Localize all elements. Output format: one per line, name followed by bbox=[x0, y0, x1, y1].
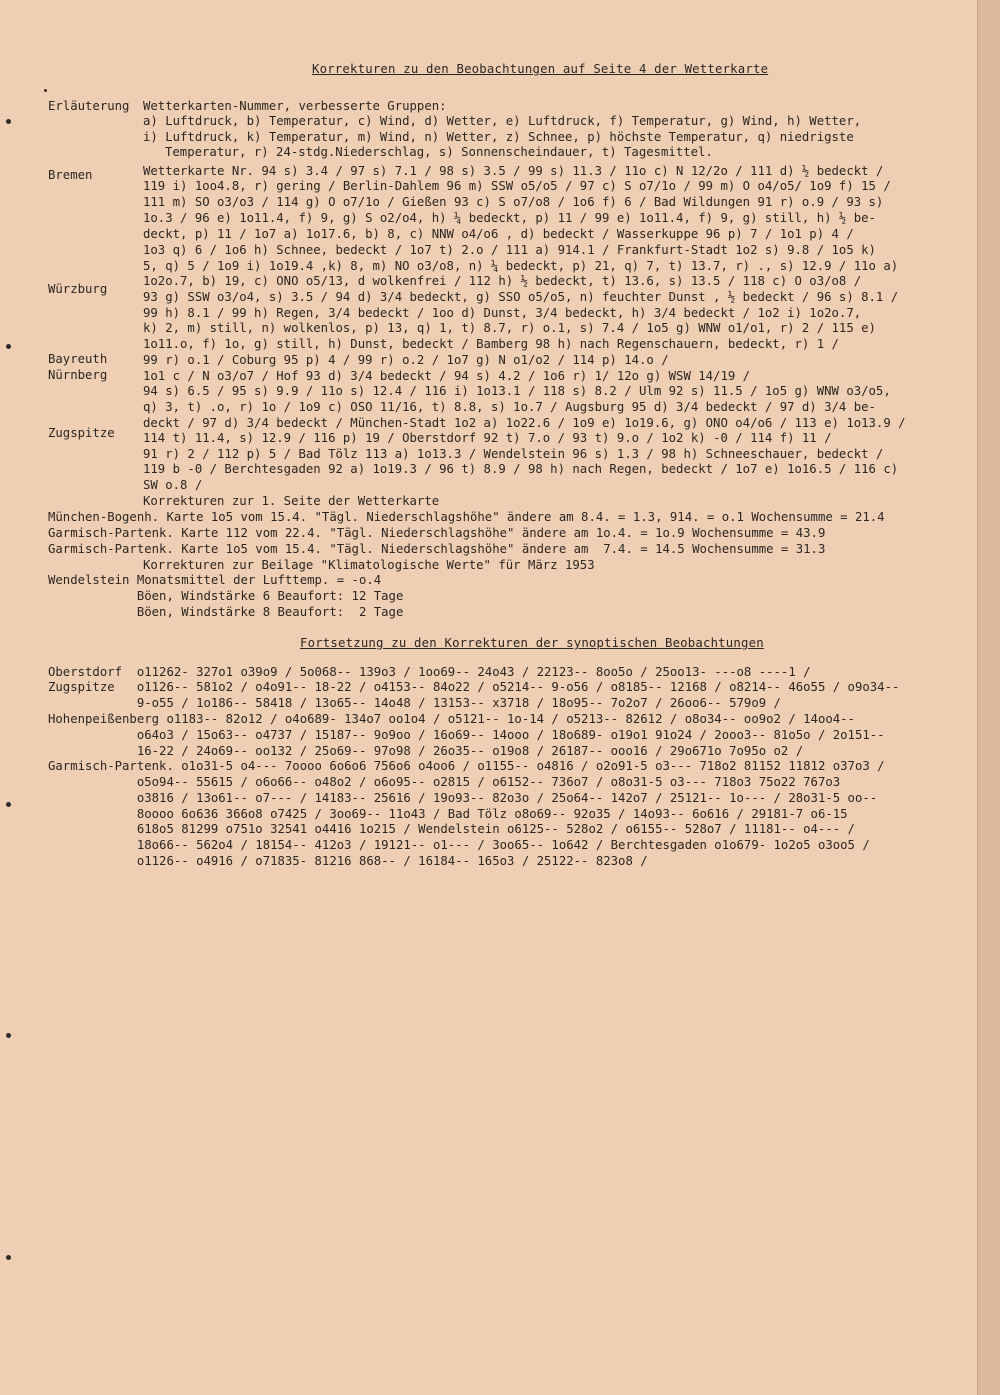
synoptic-line: 18o66-- 562o4 / 18154-- 412o3 / 19121-- o1--- / 3oo65-- 1o642 / Berchtesgaden o1o679- 1o2o5 o3oo5 / bbox=[48, 838, 870, 852]
legend-line: i) Luftdruck, k) Temperatur, m) Wind, n) Wetter, z) Schnee, p) höchste Temperatur, q) niedrigste bbox=[143, 130, 854, 144]
correction-line: 1o2o.7, b) 19, c) ONO o5/13, d wolkenfrei / 112 h) ½ bedeckt, t) 13.6, s) 13.5 / 118 c) O o3/o8 / bbox=[143, 274, 862, 288]
correction-line: 1o.3 / 96 e) 1o11.4, f) 9, g) S o2/o4, h) ¼ bedeckt, p) 11 / 99 e) 1o11.4, f) 9, g) still, h) ½ be- bbox=[143, 211, 876, 225]
binder-hole bbox=[6, 344, 11, 349]
synoptic-line: 9-o55 / 1o186-- 58418 / 13o65-- 14o48 / 13153-- x3718 / 18o95-- 7o2o7 / 26oo6-- 579o9 / bbox=[48, 696, 781, 710]
correction-line: q) 3, t) .o, r) 1o / 1o9 c) OSO 11/16, t) 8.8, s) 1o.7 / Augsburg 95 d) 3/4 bedeckt / 97 d) 3/4 be- bbox=[143, 400, 876, 414]
correction-line: 1o3 q) 6 / 1o6 h) Schnee, bedeckt / 1o7 t) 2.o / 111 a) 914.1 / Frankfurt-Stadt 1o2 s) 9.8 / 1o5 k) bbox=[143, 243, 876, 257]
synoptic-line: o64o3 / 15o63-- o4737 / 15187-- 9o9oo / 16o69-- 14ooo / 18o689- o19o1 91o24 / 2ooo3-- 81o5o / 2o151-- bbox=[48, 728, 885, 742]
synoptic-line: Zugspitze o1126-- 581o2 / o4o91-- 18-22 / o4153-- 84o22 / o5214-- 9-o56 / o8185-- 12168 / o8214-- 46o55 / o9o34-- bbox=[48, 680, 900, 694]
correction-line: SW o.8 / bbox=[143, 478, 203, 492]
legend-label: Erläuterung bbox=[48, 99, 130, 113]
correction-line: 1o1 c / N o3/o7 / Hof 93 d) 3/4 bedeckt / 94 s) 4.2 / 1o6 r) 1/ 12o g) WSW 14/19 / bbox=[143, 369, 751, 383]
correction-line: 91 r) 2 / 112 p) 5 / Bad Tölz 113 a) 1o13.3 / Wendelstein 96 s) 1.3 / 98 h) Schneeschauer, bedeckt / bbox=[143, 447, 884, 461]
synoptic-line: o5o94-- 55615 / o6o66-- o48o2 / o6o95-- o2815 / o6152-- 736o7 / o8o31-5 o3--- 718o3 75o22 767o3 bbox=[48, 775, 841, 789]
station-label-zugspitze: Zugspitze bbox=[48, 426, 115, 440]
synoptic-line: 8oooo 6o636 366o8 o7425 / 3oo69-- 11o43 / Bad Tölz o8o69-- 92o35 / 14o93-- 6o616 / 29181-7 o6-15 bbox=[48, 807, 848, 821]
supplement-line: Böen, Windstärke 8 Beaufort: 2 Tage bbox=[48, 605, 404, 619]
legend-line: a) Luftdruck, b) Temperatur, c) Wind, d) Wetter, e) Luftdruck, f) Temperatur, g) Wind, h) Wetter, bbox=[143, 114, 862, 128]
legend-line: Wetterkarten-Nummer, verbesserte Gruppen: bbox=[143, 99, 447, 113]
station-label-bayreuth: Bayreuth bbox=[48, 352, 108, 366]
page1-line: Garmisch-Partenk. Karte 112 vom 22.4. "Tägl. Niederschlagshöhe" ändere am 1o.4. = 1o.9 Wochensumme = 43.9 bbox=[48, 526, 826, 540]
station-label-nuernberg: Nürnberg bbox=[48, 368, 108, 382]
legend-line: Temperatur, r) 24-stdg.Niederschlag, s) Sonnenscheindauer, t) Tagesmittel. bbox=[165, 145, 713, 159]
binder-hole bbox=[6, 119, 11, 124]
binder-hole bbox=[6, 802, 11, 807]
supplement-line: Böen, Windstärke 6 Beaufort: 12 Tage bbox=[48, 589, 404, 603]
synoptic-line: Hohenpeißenberg o1183-- 82o12 / o4o689- 134o7 oo1o4 / o5121-- 1o-14 / o5213-- 82612 / o8o34-- oo9o2 / 14oo4-- bbox=[48, 712, 855, 726]
binder-hole bbox=[6, 1255, 11, 1260]
supplement-line: Wendelstein Monatsmittel der Lufttemp. = -o.4 bbox=[48, 573, 382, 587]
correction-line: 119 i) 1oo4.8, r) gering / Berlin-Dahlem 96 m) SSW o5/o5 / 97 c) S o7/1o / 99 m) O o4/o5/ 1o9 f) 15 / bbox=[143, 179, 891, 193]
correction-line: 99 h) 8.1 / 99 h) Regen, 3/4 bedeckt / 1oo d) Dunst, 3/4 bedeckt, h) 3/4 bedeckt / 1o2 i) 1o2o.7, bbox=[143, 306, 862, 320]
synoptic-line: 618o5 81299 o751o 32541 o4416 1o215 / Wendelstein o6125-- 528o2 / o6155-- 528o7 / 11181-- o4--- / bbox=[48, 822, 855, 836]
synoptic-title: Fortsetzung zu den Korrekturen der synoptischen Beobachtungen bbox=[300, 636, 764, 650]
correction-line: 94 s) 6.5 / 95 s) 9.9 / 11o s) 12.4 / 116 i) 1o13.1 / 118 s) 8.2 / Ulm 92 s) 11.5 / 1o5 g) WNW o3/o5, bbox=[143, 384, 891, 398]
correction-line: 5, q) 5 / 1o9 i) 1o19.4 ,k) 8, m) NO o3/o8, n) ¼ bedeckt, p) 21, q) 7, t) 13.7, r) ., s) 12.9 / 11o a) bbox=[143, 259, 899, 273]
synoptic-line: Garmisch-Partenk. o1o31-5 o4--- 7oooo 6o6o6 756o6 o4oo6 / o1155-- o4816 / o2o91-5 o3--- 718o2 81152 11812 o37o3 / bbox=[48, 759, 885, 773]
synoptic-line: Oberstdorf o11262- 327o1 o39o9 / 5o068-- 139o3 / 1oo69-- 24o43 / 22123-- 8oo5o / 25oo13- ---o8 ----1 / bbox=[48, 665, 811, 679]
binder-hole bbox=[6, 1033, 11, 1038]
correction-line: Wetterkarte Nr. 94 s) 3.4 / 97 s) 7.1 / 98 s) 3.5 / 99 s) 11.3 / 11o c) N 12/2o / 111 d) ½ bedeckt / bbox=[143, 164, 884, 178]
synoptic-line: o1126-- o4916 / o71835- 81216 868-- / 16184-- 165o3 / 25122-- 823o8 / bbox=[48, 854, 648, 868]
page1-heading: Korrekturen zur 1. Seite der Wetterkarte bbox=[143, 494, 440, 508]
page1-line: München-Bogenh. Karte 1o5 vom 15.4. "Tägl. Niederschlagshöhe" ändere am 8.4. = 1.3, 914. = o.1 Wochensumme = 21.4 bbox=[48, 510, 885, 524]
station-label-bremen: Bremen bbox=[48, 168, 93, 182]
correction-line: deckt, p) 11 / 1o7 a) 1o17.6, b) 8, c) NNW o4/o6 , d) bedeckt / Wasserkuppe 96 p) 7 / 1o1 p) 4 / bbox=[143, 227, 854, 241]
correction-line: 99 r) o.1 / Coburg 95 p) 4 / 99 r) o.2 / 1o7 g) N o1/o2 / 114 p) 14.o / bbox=[143, 353, 669, 367]
correction-line: deckt / 97 d) 3/4 bedeckt / München-Stadt 1o2 a) 1o22.6 / 1o9 e) 1o19.6, g) ONO o4/o6 / 113 e) 1o13.9 / bbox=[143, 416, 906, 430]
supplement-heading: Korrekturen zur Beilage "Klimatologische Werte" für März 1953 bbox=[143, 558, 595, 572]
synoptic-line: o3816 / 13o61-- o7--- / 14183-- 25616 / 19o93-- 82o3o / 25o64-- 142o7 / 25121-- 1o--- / 28o31-5 oo-- bbox=[48, 791, 878, 805]
page-edge-line bbox=[977, 0, 978, 1395]
page-title: Korrekturen zu den Beobachtungen auf Seite 4 der Wetterkarte bbox=[312, 62, 769, 76]
page-edge bbox=[978, 0, 1000, 1395]
page1-line: Garmisch-Partenk. Karte 1o5 vom 15.4. "Tägl. Niederschlagshöhe" ändere am 7.4. = 14.5 Wochensumme = 31.3 bbox=[48, 542, 826, 556]
station-label-wuerzburg: Würzburg bbox=[48, 282, 108, 296]
correction-line: 111 m) SO o3/o3 / 114 g) O o7/1o / Gießen 93 c) S o7/o8 / 1o6 f) 6 / Bad Wildungen 91 r) o.9 / 93 s) bbox=[143, 195, 884, 209]
correction-line: 93 g) SSW o3/o4, s) 3.5 / 94 d) 3/4 bedeckt, g) SSO o5/o5, n) feuchter Dunst , ½ bedeckt / 96 s) 8.1 / bbox=[143, 290, 899, 304]
synoptic-line: 16-22 / 24o69-- oo132 / 25o69-- 97o98 / 26o35-- o19o8 / 26187-- ooo16 / 29o671o 7o95o o2 / bbox=[48, 744, 804, 758]
binder-hole bbox=[44, 89, 47, 92]
correction-line: 1o11.o, f) 1o, g) still, h) Dunst, bedeckt / Bamberg 98 h) nach Regenschauern, bedeckt, r) 1 / bbox=[143, 337, 839, 351]
correction-line: k) 2, m) still, n) wolkenlos, p) 13, q) 1, t) 8.7, r) o.1, s) 7.4 / 1o5 g) WNW o1/o1, r) 2 / 115 e) bbox=[143, 321, 876, 335]
correction-line: 119 b -0 / Berchtesgaden 92 a) 1o19.3 / 96 t) 8.9 / 98 h) nach Regen, bedeckt / 1o7 e) 1o16.5 / 116 c) bbox=[143, 462, 899, 476]
correction-line: 114 t) 11.4, s) 12.9 / 116 p) 19 / Oberstdorf 92 t) 7.o / 93 t) 9.o / 1o2 k) -0 / 114 f) 11 / bbox=[143, 431, 832, 445]
